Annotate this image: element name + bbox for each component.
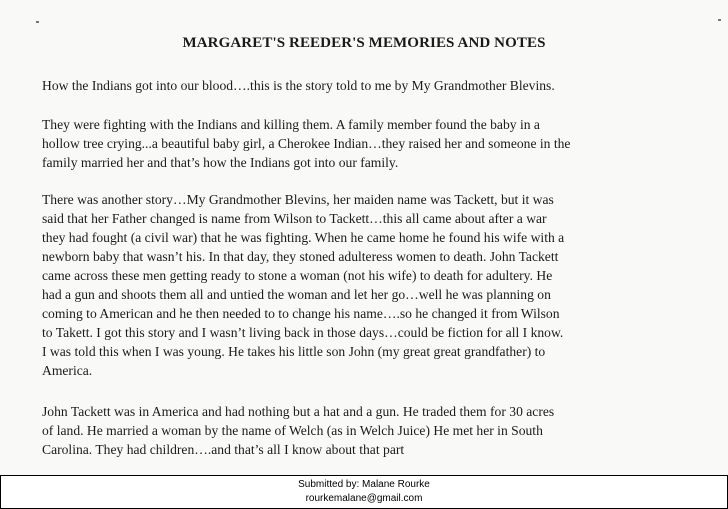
scan-speck: [36, 21, 39, 23]
scan-speck: [718, 19, 721, 21]
text-line: I was told this when I was young. He takes his little son John (my great great grandfather) to: [42, 344, 546, 359]
text-line: There was another story…My Grandmother Blevins, her maiden name was Tackett, but it was: [42, 192, 554, 207]
text-line: Carolina. They had children….and that’s all I know about that part: [42, 442, 405, 457]
text-line: they had fought (a civil war) that he was fighting. When he came home he found his wife with a: [42, 230, 565, 245]
text-line: to Takett. I got this story and I wasn’t living back in those days…could be fiction for all I know.: [42, 325, 564, 340]
submitter-email: rourkemalane@gmail.com: [305, 493, 423, 504]
text-line: of land. He married a woman by the name of Welch (as in Welch Juice) He met her in South: [42, 423, 543, 438]
text-line: hollow tree crying...a beautiful baby girl, a Cherokee Indian…they raised her and someone in the: [42, 136, 571, 151]
text-line: America.: [42, 363, 93, 378]
text-line: family married her and that’s how the Indians got into our family.: [42, 155, 399, 170]
submitted-by: Submitted by: Malane Rourke: [298, 479, 430, 490]
text-line: had a gun and shoots them all and untied the woman and let her go…well he was planning on: [42, 287, 551, 302]
text-line: How the Indians got into our blood….this is the story told to me by My Grandmother Blevins.: [42, 78, 555, 93]
paragraph-cherokee-baby: [42, 115, 712, 172]
text-line: They were fighting with the Indians and killing them. A family member found the baby in a: [42, 117, 540, 132]
text-line: said that her Father changed is name from Wilson to Tackett…this all came about after a war: [42, 211, 547, 226]
paragraph-intro: [42, 76, 712, 95]
text-line: newborn baby that wasn’t his. In that day, they stoned adulteress women to death. John Tackett: [42, 249, 559, 264]
text-line: coming to American and he then needed to to change his name….so he changed it from Wilson: [42, 306, 560, 321]
paragraph-tackett-story: [42, 190, 712, 380]
paragraph-america: [42, 402, 712, 459]
document-title: MARGARET'S REEDER'S MEMORIES AND NOTES: [182, 35, 546, 51]
text-line: John Tackett was in America and had nothing but a hat and a gun. He traded them for 30 acres: [42, 404, 555, 419]
submission-footer: [0, 475, 728, 509]
text-line: came across these men getting ready to stone a woman (not his wife) to death for adultery. He: [42, 268, 553, 283]
